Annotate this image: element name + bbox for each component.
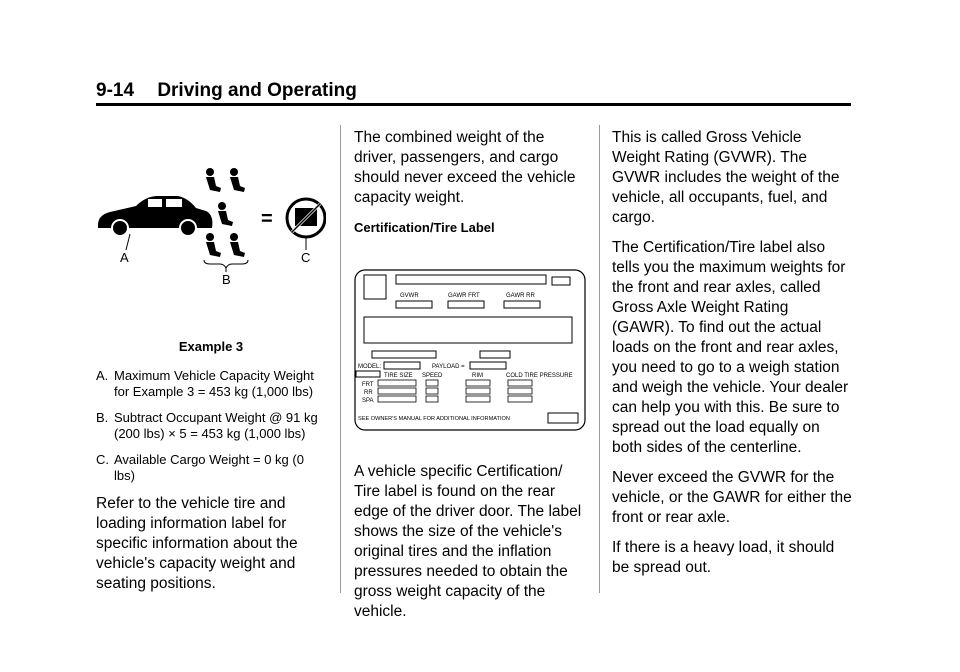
label-rr: RR [364, 390, 373, 396]
column-1 [96, 110, 326, 604]
minus-sign: – [178, 205, 190, 227]
label-frt: FRT [362, 382, 374, 388]
label-footer: SEE OWNER'S MANUAL FOR ADDITIONAL INFORMATION [358, 416, 510, 422]
label-tire-size: TIRE SIZE [384, 373, 413, 379]
equals-sign: = [261, 208, 273, 230]
column-divider-1 [340, 125, 341, 593]
paragraph: Refer to the vehicle tire and loading information label for specific information about the vehicle's capacity weight and seating positions. [96, 495, 298, 592]
column-2 [354, 128, 584, 632]
label-cold-tire-pressure: COLD TIRE PRESSURE [506, 373, 573, 379]
label-gawr-frt: GAWR FRT [448, 293, 480, 299]
list-marker: B. [96, 410, 109, 425]
label-gawr-rr: GAWR RR [506, 293, 535, 299]
page-header [96, 80, 357, 102]
section-title: Driving and Operating [157, 80, 357, 101]
column-divider-2 [599, 125, 600, 593]
list-marker: A. [96, 368, 109, 383]
no-cargo-icon [287, 199, 325, 237]
figure-label-a: A [120, 250, 129, 265]
paragraph: If there is a heavy load, it should be spread out. [612, 539, 835, 576]
paragraph: The Certification/Tire label also tells you the maximum weights for the front and rear axles, called Gross Axle Weight Rating (GAWR). To find out the actual loads on the front and rear axles, you need to go to a weigh station and weigh the vehicle. Your dealer can help you with this. Be sure to spread out the load equally on both sides of the centerline. [612, 239, 849, 456]
column-3 [612, 128, 852, 588]
example-3-figure [96, 110, 326, 310]
figure-label-b: B [222, 272, 231, 287]
paragraph: The combined weight of the driver, passengers, and cargo should never exceed the vehicle capacity weight. [354, 129, 576, 206]
label-speed: SPEED [422, 373, 443, 379]
paragraph: A vehicle specific Certification/ Tire label is found on the rear edge of the driver door. The label shows the size of the vehicle's original tires and the inflation pressures needed to obtain the gross weight capacity of the vehicle. [354, 463, 582, 620]
subheading: Certification/Tire Label [354, 220, 495, 235]
header-rule [96, 103, 851, 106]
car-icon [98, 196, 212, 236]
list-text: Maximum Vehicle Capacity Weight for Example 3 = 453 kg (1,000 lbs) [114, 368, 314, 399]
list-text: Subtract Occupant Weight @ 91 kg (200 lbs) × 5 = 453 kg (1,000 lbs) [114, 410, 318, 441]
list-item [96, 410, 326, 442]
occupant-icons [206, 168, 245, 257]
label-spa: SPA [362, 398, 374, 404]
page-number: 9-14 [96, 80, 135, 101]
figure-caption: Example 3 [178, 339, 244, 354]
label-model: MODEL: [358, 364, 382, 370]
label-payload: PAYLOAD = [432, 364, 465, 370]
certification-tire-label-figure [354, 269, 586, 439]
label-gvwr: GVWR [400, 293, 419, 299]
label-rim: RIM [472, 373, 483, 379]
list-text: Available Cargo Weight = 0 kg (0 lbs) [114, 452, 304, 483]
paragraph: This is called Gross Vehicle Weight Rating (GVWR). The GVWR includes the weight of the vehicle, all occupants, fuel, and cargo. [612, 129, 840, 226]
list-marker: C. [96, 452, 109, 467]
list-item [96, 452, 326, 484]
list-item [96, 368, 326, 400]
figure-label-c: C [301, 250, 311, 265]
paragraph: Never exceed the GVWR for the vehicle, or the GAWR for either the front or rear axle. [612, 469, 852, 526]
